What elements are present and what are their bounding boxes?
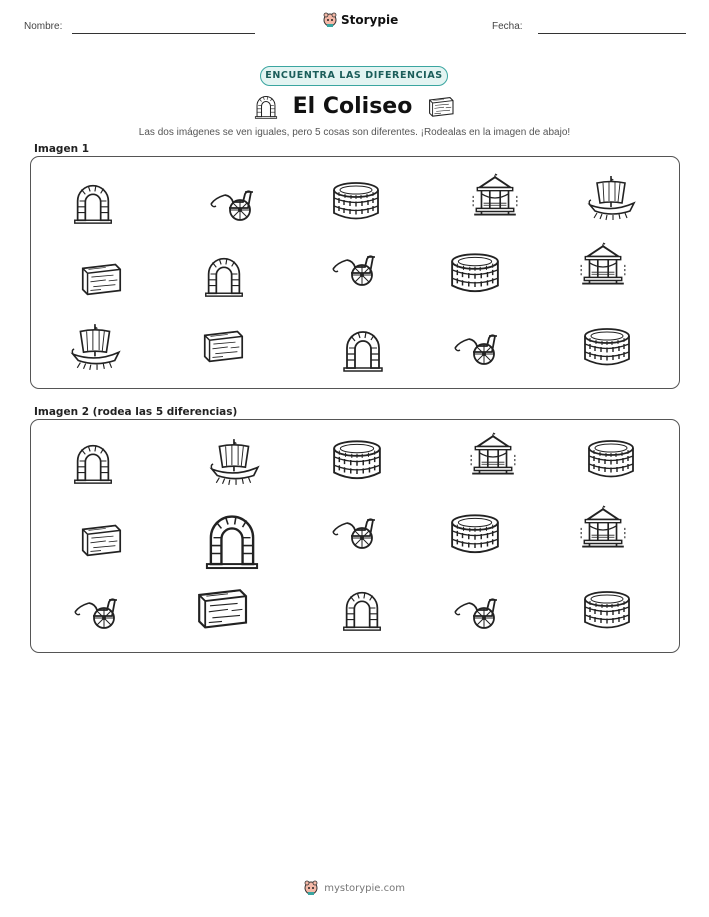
chariot-icon: [450, 322, 502, 372]
date-label: Fecha:: [492, 21, 523, 32]
arch-icon: [338, 585, 386, 633]
image2-label: Imagen 2 (rodea las 5 diferencias): [34, 406, 238, 418]
date-field[interactable]: [538, 33, 686, 34]
colosseum-icon: [582, 585, 632, 635]
title-row: [0, 91, 709, 121]
image1-panel: [30, 156, 680, 389]
arch-icon: [252, 92, 280, 120]
gazebo-icon: [577, 242, 629, 294]
name-label: Nombre:: [24, 21, 63, 32]
colosseum-icon: [586, 434, 636, 484]
arch-icon: [338, 324, 388, 374]
arch-icon: [69, 438, 117, 486]
stone-block-icon: [197, 321, 249, 369]
brand-logo: [323, 12, 398, 28]
image2-panel: [30, 419, 680, 653]
ship-icon: [585, 173, 639, 223]
ship-icon: [69, 321, 123, 373]
chariot-icon: [449, 586, 503, 636]
name-field[interactable]: [72, 33, 255, 34]
colosseum-icon: [582, 322, 632, 372]
chariot-icon: [327, 243, 381, 293]
stone-block-icon: [75, 515, 127, 563]
chariot-icon: [327, 506, 381, 556]
chariot-icon: [207, 178, 257, 228]
brand-name: Storypie: [341, 13, 399, 27]
colosseum-icon: [449, 508, 501, 560]
ship-icon: [207, 436, 263, 488]
colosseum-icon: [449, 247, 501, 299]
gazebo-icon: [577, 505, 629, 557]
colosseum-icon: [331, 176, 381, 226]
arch-icon: [69, 178, 117, 226]
chariot-icon: [69, 586, 123, 636]
storypie-mascot-icon: [304, 880, 318, 896]
gazebo-icon: [466, 432, 520, 484]
colosseum-icon: [331, 434, 383, 486]
arch-icon: [191, 506, 273, 572]
stone-block-icon: [425, 91, 457, 121]
instructions: Las dos imágenes se ven iguales, pero 5 cosas son diferentes. ¡Rodealas en la imagen de abajo!: [138, 127, 571, 138]
arch-icon: [200, 251, 248, 299]
page-title: El Coliseo: [292, 93, 413, 119]
footer: [0, 880, 709, 896]
gazebo-icon: [467, 173, 523, 225]
image1-label: Imagen 1: [34, 143, 90, 155]
stone-block-icon: [186, 577, 258, 637]
find-differences-badge: ENCUENTRA LAS DIFERENCIAS: [260, 66, 448, 86]
footer-url[interactable]: mystorypie.com: [324, 883, 405, 894]
storypie-mascot-icon: [323, 12, 337, 28]
stone-block-icon: [75, 254, 127, 302]
